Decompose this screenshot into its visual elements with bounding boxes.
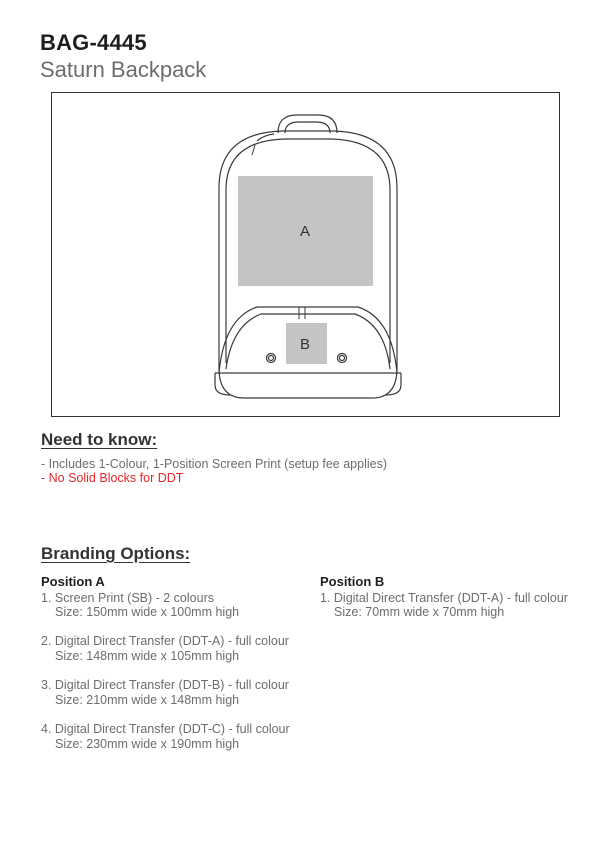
zone-b-label: B: [300, 336, 311, 353]
option-method: 3. Digital Direct Transfer (DDT-B) - full colour: [41, 678, 289, 693]
position-a-option: [41, 634, 290, 663]
option-size: Size: 210mm wide x 148mm high: [55, 692, 240, 707]
position-b-title: Position B: [320, 574, 385, 589]
branding-options-heading: Branding Options:: [41, 544, 191, 563]
option-size: Size: 150mm wide x 100mm high: [55, 605, 240, 620]
position-b-column: [320, 575, 568, 634]
backpack-illustration: [52, 93, 561, 418]
left-eyelet: [267, 354, 276, 363]
backpack-handle: [278, 115, 337, 133]
option-method: 1. Screen Print (SB) - 2 colours: [41, 590, 214, 605]
option-size: Size: 70mm wide x 70mm high: [334, 605, 505, 620]
position-a-option: [41, 722, 290, 751]
note-setup-fee: - Includes 1-Colour, 1-Position Screen Print (setup fee applies): [41, 457, 388, 471]
need-to-know-heading: Need to know:: [41, 430, 158, 449]
option-size: Size: 230mm wide x 190mm high: [55, 736, 240, 751]
option-method: 2. Digital Direct Transfer (DDT-A) - full colour: [41, 634, 289, 649]
position-b-option: [320, 591, 568, 620]
position-a-column: [41, 575, 290, 766]
right-eyelet: [338, 354, 347, 363]
option-method: 4. Digital Direct Transfer (DDT-C) - full colour: [41, 721, 290, 736]
option-size: Size: 148mm wide x 105mm high: [55, 648, 240, 663]
option-method: 1. Digital Direct Transfer (DDT-A) - full colour: [320, 590, 568, 605]
zone-a-label: A: [300, 223, 311, 240]
position-a-title: Position A: [41, 574, 105, 589]
product-code: BAG-4445: [40, 30, 147, 55]
product-image-frame: [51, 92, 560, 417]
note-no-solid-blocks: - No Solid Blocks for DDT: [41, 471, 184, 485]
product-name: Saturn Backpack: [40, 57, 207, 82]
position-a-option: [41, 591, 290, 620]
position-a-option: [41, 678, 290, 707]
